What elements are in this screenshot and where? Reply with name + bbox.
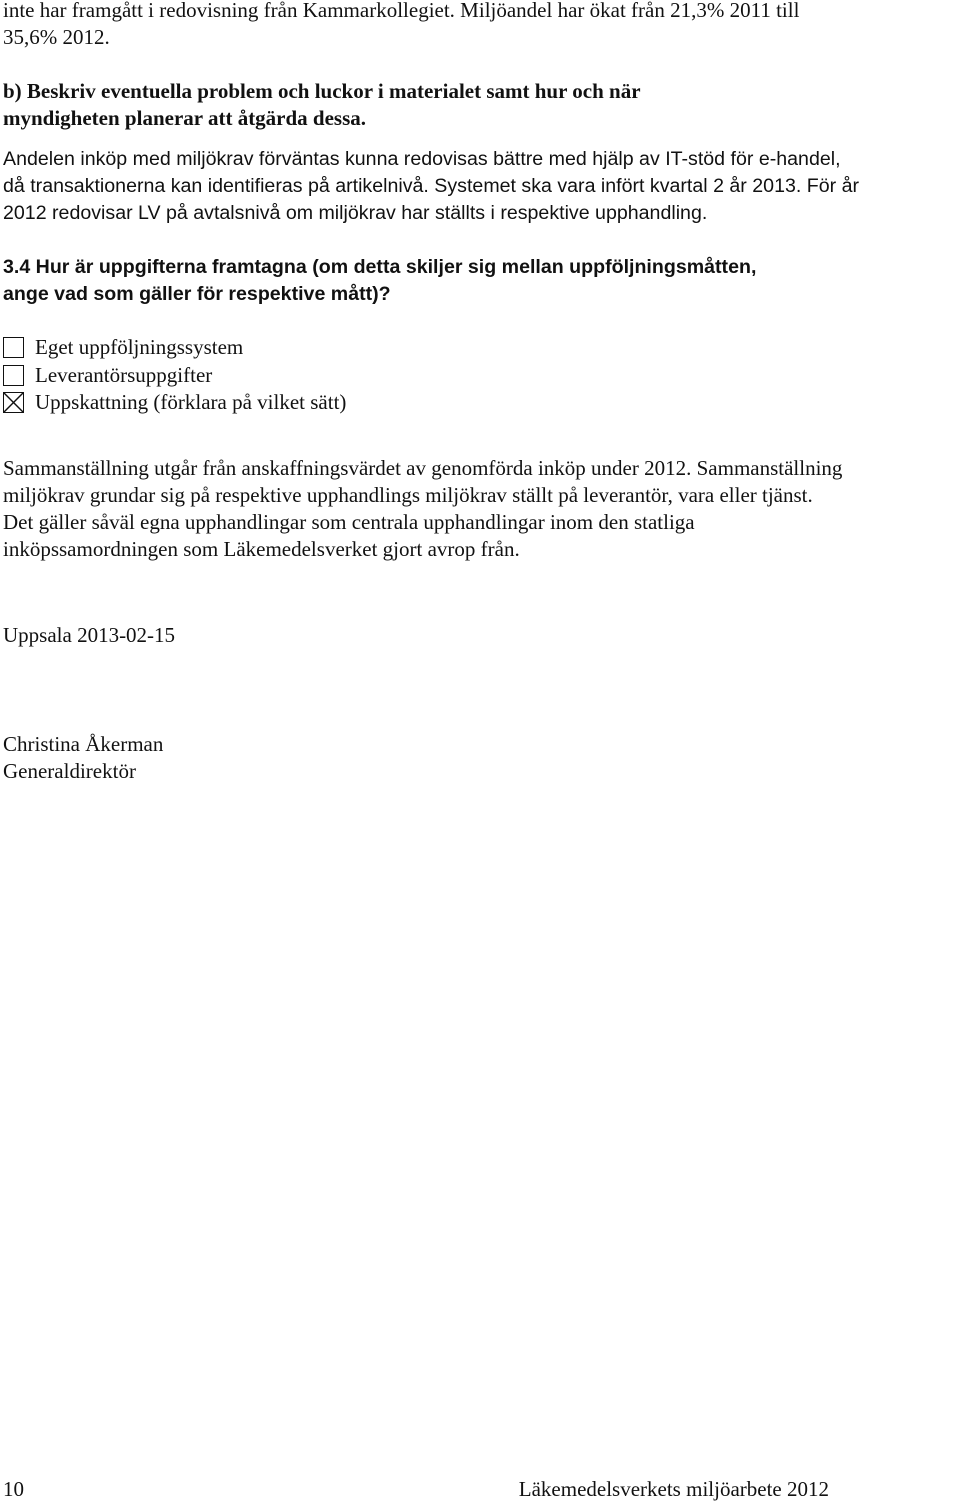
intro-paragraph <box>3 0 799 51</box>
place-date <box>3 622 175 649</box>
text-line: 2012 redovisar LV på avtalsnivå om miljökrav har ställts i respektive upphandling. <box>3 202 708 224</box>
option-label: Eget uppföljningssystem <box>35 335 244 360</box>
option-supplier-data <box>3 362 346 390</box>
supplier-data-checkbox[interactable] <box>3 365 24 386</box>
option-estimate <box>3 389 346 417</box>
option-own-system <box>3 334 346 362</box>
page-number: 10 <box>3 1477 24 1501</box>
text-line: miljökrav grundar sig på respektive upphandlings miljökrav ställt på leverantör, vara eller tjänst. <box>3 483 813 507</box>
answer-3-4-paragraph <box>3 455 842 563</box>
method-options-list <box>3 334 346 417</box>
question-3-4-heading <box>3 254 756 308</box>
signatory-title: Generaldirektör <box>3 759 136 783</box>
signatory-name: Christina Åkerman <box>3 732 164 756</box>
text-line: 3.4 Hur är uppgifterna framtagna (om detta skiljer sig mellan uppföljningsmåtten, <box>3 256 757 278</box>
question-b-heading <box>3 78 641 132</box>
estimate-checkbox[interactable] <box>3 392 24 413</box>
checkmark-x-icon <box>4 393 23 412</box>
page-footer <box>3 1476 829 1503</box>
signature-block <box>3 731 163 785</box>
text-line: då transaktionerna kan identifieras på artikelnivå. Systemet ska vara infört kvartal 2 år 2013. För år <box>3 175 860 197</box>
option-label: Uppskattning (förklara på vilket sätt) <box>35 390 347 415</box>
place-date-text: Uppsala 2013-02-15 <box>3 623 176 647</box>
text-line: inköpssamordningen som Läkemedelsverket gjort avrop från. <box>3 537 520 561</box>
text-line: Det gäller såväl egna upphandlingar som centrala upphandlingar inom den statliga <box>3 510 695 534</box>
text-line: myndigheten planerar att åtgärda dessa. <box>3 106 367 130</box>
text-line: Sammanställning utgår från anskaffningsvärdet av genomförda inköp under 2012. Sammanställning <box>3 456 843 480</box>
answer-b-paragraph <box>3 146 859 227</box>
text-line: Andelen inköp med miljökrav förväntas kunna redovisas bättre med hjälp av IT-stöd för e-handel, <box>3 148 841 170</box>
document-title: Läkemedelsverkets miljöarbete 2012 <box>518 1477 829 1501</box>
text-line: 35,6% 2012. <box>3 25 110 49</box>
own-system-checkbox[interactable] <box>3 337 24 358</box>
text-line: b) Beskriv eventuella problem och luckor i materialet samt hur och när <box>3 79 641 103</box>
text-line: ange vad som gäller för respektive mått)? <box>3 283 391 305</box>
text-line: inte har framgått i redovisning från Kammarkollegiet. Miljöandel har ökat från 21,3% 2011 till <box>3 0 800 22</box>
option-label: Leverantörsuppgifter <box>35 362 213 387</box>
